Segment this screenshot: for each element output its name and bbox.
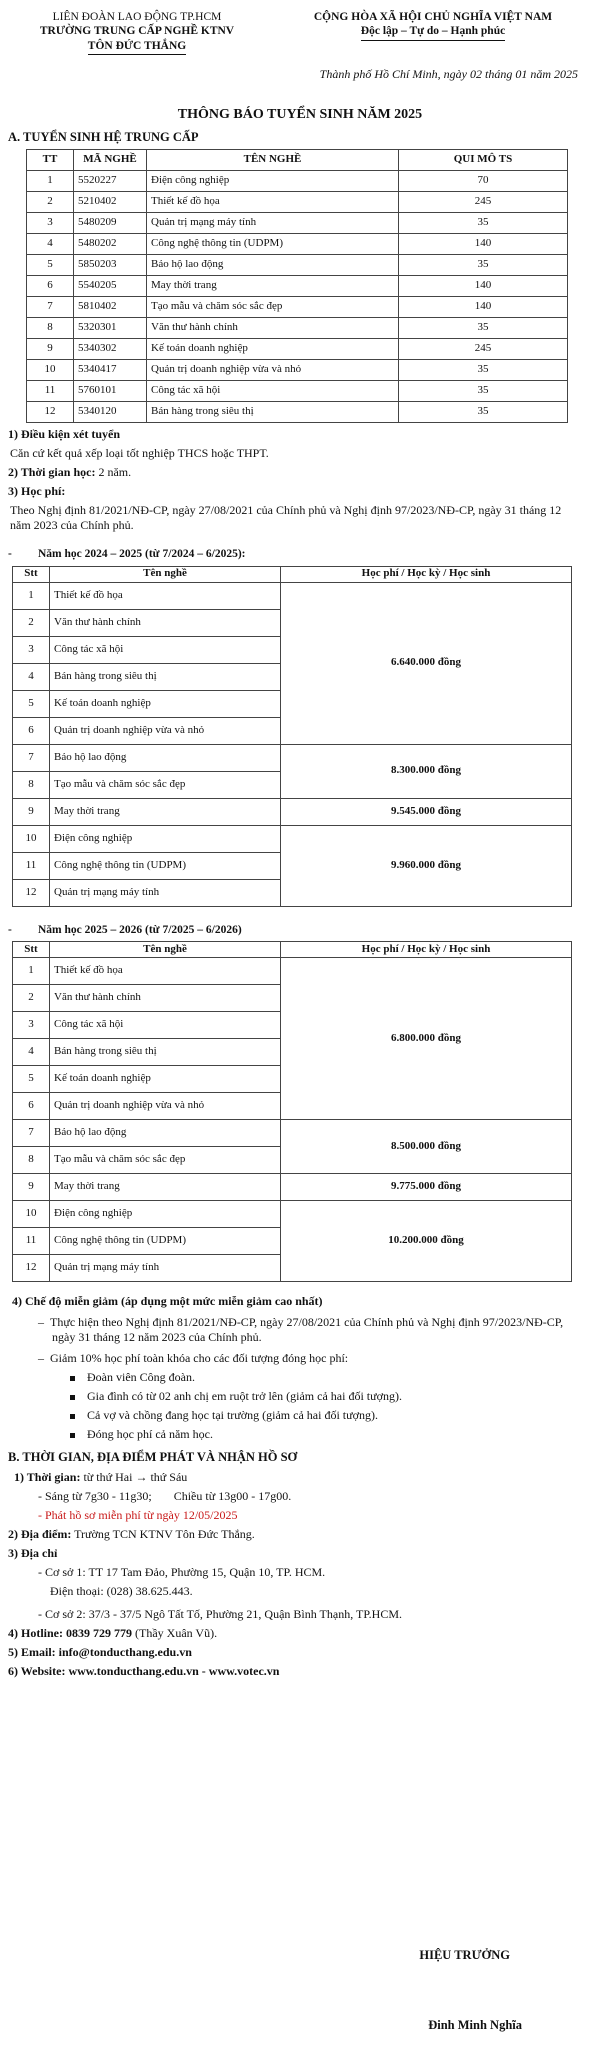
- email-line: 5) Email: info@tonducthang.edu.vn: [8, 1644, 192, 1659]
- cell-name: Bảo hộ lao động: [50, 744, 281, 771]
- cell-code: 5340120: [74, 402, 147, 423]
- cell-tt: 9: [27, 339, 74, 360]
- cell-name: Văn thư hành chính: [50, 609, 281, 636]
- cell-stt: 11: [13, 852, 50, 879]
- cell-stt: 3: [13, 1012, 50, 1039]
- campus-1: - Cơ sở 1: TT 17 Tam Đảo, Phường 15, Quận 10, TP. HCM.: [38, 1564, 326, 1579]
- cell-fee: 9.960.000 đồng: [281, 825, 572, 906]
- table-row: [27, 381, 568, 402]
- fee-table-body: [13, 958, 572, 1282]
- document-header: [0, 0, 600, 55]
- policy-item-2: – Giảm 10% học phí toàn khóa cho các đối tượng đóng học phí:: [38, 1351, 349, 1365]
- cell-name: Công nghệ thông tin (UDPM): [50, 1228, 281, 1255]
- col-code: MÃ NGHỀ: [74, 150, 147, 171]
- cell-name: Tạo mẫu và chăm sóc sắc đẹp: [50, 771, 281, 798]
- cell-stt: 2: [13, 609, 50, 636]
- address-heading: 3) Địa chỉ: [8, 1545, 58, 1560]
- policy-bullet: Gia đình có từ 02 anh chị em ruột trở lên (giảm cả hai đối tượng).: [70, 1389, 600, 1404]
- cell-stt: 6: [13, 1093, 50, 1120]
- hotline-line: 4) Hotline: 0839 729 779 (Thầy Xuân Vũ).: [8, 1625, 218, 1640]
- cell-fee: 6.640.000 đồng: [281, 582, 572, 744]
- condition-heading: 1) Điều kiện xét tuyển: [8, 427, 120, 442]
- fee-year-heading-1: - Năm học 2024 – 2025 (từ 7/2024 – 6/2025):: [8, 548, 246, 561]
- cell-stt: 7: [13, 744, 50, 771]
- cell-code: 5340417: [74, 360, 147, 381]
- cell-fee: 8.300.000 đồng: [281, 744, 572, 798]
- cell-tt: 6: [27, 276, 74, 297]
- cell-quota: 35: [399, 381, 568, 402]
- issuer-school-name: TÔN ĐỨC THẮNG: [88, 39, 186, 55]
- campus-1-phone: Điện thoại: (028) 38.625.443.: [50, 1583, 193, 1598]
- policy-bullet: Đoàn viên Công đoàn.: [70, 1370, 600, 1385]
- cell-name: May thời trang: [50, 798, 281, 825]
- cell-name: Công tác xã hội: [50, 636, 281, 663]
- cell-quota: 140: [399, 276, 568, 297]
- cell-code: 5520227: [74, 171, 147, 192]
- table-row: [27, 402, 568, 423]
- cell-code: 5480209: [74, 213, 147, 234]
- policy-item-1: – Thực hiện theo Nghị định 81/2021/NĐ-CP, ngày 27/08/2021 của Chính phủ và Nghị định 97/2023/NĐ-CP, ngày 31 tháng 12 năm 2023 của Chính phủ.: [38, 1315, 564, 1344]
- table-row: [13, 1174, 572, 1201]
- cell-name: Quản trị doanh nghiệp vừa và nhỏ: [50, 717, 281, 744]
- cell-name: Kế toán doanh nghiệp: [50, 690, 281, 717]
- campus-2: - Cơ sở 2: 37/3 - 37/5 Ngô Tất Tố, Phường 21, Quận Bình Thạnh, TP.HCM.: [38, 1606, 403, 1621]
- free-application-note: - Phát hồ sơ miễn phí từ ngày 12/05/2025: [38, 1507, 238, 1522]
- national-title: CỘNG HÒA XÃ HỘI CHỦ NGHĨA VIỆT NAM: [313, 11, 553, 23]
- cell-quota: 35: [399, 318, 568, 339]
- table-row: [13, 582, 572, 609]
- cell-code: 5320301: [74, 318, 147, 339]
- table-row: [27, 339, 568, 360]
- signature-name: Đinh Minh Nghĩa: [428, 2018, 522, 2032]
- table-row: [13, 798, 572, 825]
- cell-stt: 11: [13, 1228, 50, 1255]
- cell-tt: 10: [27, 360, 74, 381]
- cell-name: Bảo hộ lao động: [50, 1120, 281, 1147]
- table-header-row: Stt Tên nghề Học phí / Học kỳ / Học sinh: [13, 942, 572, 958]
- cell-quota: 140: [399, 234, 568, 255]
- fee-table-2024-2025: [12, 566, 572, 907]
- cell-quota: 140: [399, 297, 568, 318]
- website-line: 6) Website: www.tonducthang.edu.vn - www.votec.vn: [8, 1663, 280, 1678]
- col-name: TÊN NGHỀ: [147, 150, 399, 171]
- national-motto: Độc lập – Tự do – Hạnh phúc: [361, 24, 505, 40]
- cell-quota: 245: [399, 192, 568, 213]
- cell-stt: 7: [13, 1120, 50, 1147]
- cell-stt: 5: [13, 1066, 50, 1093]
- national-motto-block: [288, 10, 578, 55]
- policy-bullet: Cả vợ và chồng đang học tại trường (giảm cả hai đối tượng).: [70, 1408, 600, 1423]
- duration-label: 2) Thời gian học:: [8, 465, 96, 480]
- fee-table-2025-2026: [12, 941, 572, 1282]
- cell-tt: 3: [27, 213, 74, 234]
- cell-code: 5210402: [74, 192, 147, 213]
- cell-code: 5810402: [74, 297, 147, 318]
- cell-fee: 9.545.000 đồng: [281, 798, 572, 825]
- cell-stt: 4: [13, 1039, 50, 1066]
- square-bullet-icon: [70, 1433, 75, 1438]
- cell-tt: 7: [27, 297, 74, 318]
- cell-name: Văn thư hành chính: [147, 318, 399, 339]
- duration-value: 2 năm.: [95, 465, 132, 480]
- cell-name: May thời trang: [147, 276, 399, 297]
- cell-name: Công nghệ thông tin (UDPM): [147, 234, 399, 255]
- cell-stt: 1: [13, 582, 50, 609]
- document-date: Thành phố Hồ Chí Minh, ngày 02 tháng 01 năm 2025: [319, 67, 578, 82]
- col-tt: TT: [27, 150, 74, 171]
- fee-heading: 3) Học phí:: [8, 484, 66, 499]
- document-title: THÔNG BÁO TUYỂN SINH NĂM 2025: [177, 107, 423, 123]
- issuer-school: TRƯỜNG TRUNG CẤP NGHỀ KTNV: [39, 25, 235, 38]
- cell-fee: 9.775.000 đồng: [281, 1174, 572, 1201]
- section-b-heading: B. THỜI GIAN, ĐỊA ĐIỂM PHÁT VÀ NHẬN HỒ SƠ: [8, 1450, 298, 1464]
- cell-name: Quản trị doanh nghiệp vừa và nhỏ: [147, 360, 399, 381]
- cell-name: Thiết kế đồ họa: [50, 958, 281, 985]
- section-a-heading: A. TUYỂN SINH HỆ TRUNG CẤP: [8, 129, 199, 144]
- cell-name: Bảo hộ lao động: [147, 255, 399, 276]
- cell-tt: 2: [27, 192, 74, 213]
- cell-tt: 1: [27, 171, 74, 192]
- cell-name: Quản trị mạng máy tính: [50, 879, 281, 906]
- cell-stt: 10: [13, 1201, 50, 1228]
- cell-name: Bán hàng trong siêu thị: [147, 402, 399, 423]
- cell-tt: 5: [27, 255, 74, 276]
- cell-stt: 2: [13, 985, 50, 1012]
- cell-stt: 8: [13, 771, 50, 798]
- table-row: [13, 1120, 572, 1147]
- cell-stt: 6: [13, 717, 50, 744]
- table-row: [13, 1201, 572, 1228]
- cell-quota: 35: [399, 402, 568, 423]
- enrollment-table: [26, 149, 568, 423]
- cell-name: Điện công nghiệp: [50, 825, 281, 852]
- place-line: 2) Địa điểm: Trường TCN KTNV Tôn Đức Thắng.: [8, 1526, 255, 1541]
- cell-stt: 9: [13, 798, 50, 825]
- cell-name: Công nghệ thông tin (UDPM): [50, 852, 281, 879]
- cell-name: Tạo mẫu và chăm sóc sắc đẹp: [147, 297, 399, 318]
- issuer-parent: LIÊN ĐOÀN LAO ĐỘNG TP.HCM: [52, 11, 222, 23]
- cell-fee: 6.800.000 đồng: [281, 958, 572, 1120]
- table-row: [27, 234, 568, 255]
- table-row: [27, 255, 568, 276]
- cell-quota: 35: [399, 360, 568, 381]
- table-row: [27, 318, 568, 339]
- cell-stt: 12: [13, 1255, 50, 1282]
- fee-table-body: [13, 582, 572, 906]
- table-row: [27, 192, 568, 213]
- cell-name: Thiết kế đồ họa: [147, 192, 399, 213]
- table-row: [27, 213, 568, 234]
- cell-code: 5760101: [74, 381, 147, 402]
- cell-name: Điện công nghiệp: [147, 171, 399, 192]
- cell-stt: 12: [13, 879, 50, 906]
- cell-stt: 3: [13, 636, 50, 663]
- cell-code: 5340302: [74, 339, 147, 360]
- policy-bullet: Đóng học phí cả năm học.: [70, 1427, 600, 1442]
- cell-quota: 245: [399, 339, 568, 360]
- cell-tt: 11: [27, 381, 74, 402]
- cell-quota: 35: [399, 255, 568, 276]
- cell-name: Quản trị doanh nghiệp vừa và nhỏ: [50, 1093, 281, 1120]
- square-bullet-icon: [70, 1395, 75, 1400]
- table-row: [27, 360, 568, 381]
- fee-text: Theo Nghị định 81/2021/NĐ-CP, ngày 27/08/2021 của Chính phủ và Nghị định 97/2023/NĐ-CP, ngày 31 tháng 12 năm 2023 của Chính phủ.: [10, 503, 562, 533]
- cell-name: Quản trị mạng máy tính: [147, 213, 399, 234]
- cell-stt: 1: [13, 958, 50, 985]
- cell-tt: 8: [27, 318, 74, 339]
- cell-name: Công tác xã hội: [50, 1012, 281, 1039]
- cell-code: 5540205: [74, 276, 147, 297]
- signature-title: HIỆU TRƯỞNG: [419, 1948, 510, 1962]
- cell-quota: 70: [399, 171, 568, 192]
- cell-stt: 4: [13, 663, 50, 690]
- cell-code: 5850203: [74, 255, 147, 276]
- cell-name: Kế toán doanh nghiệp: [147, 339, 399, 360]
- table-row: [27, 171, 568, 192]
- issuer-block: [22, 10, 252, 55]
- duration-line: [8, 465, 600, 480]
- square-bullet-icon: [70, 1376, 75, 1381]
- cell-name: May thời trang: [50, 1174, 281, 1201]
- cell-fee: 10.200.000 đồng: [281, 1201, 572, 1282]
- cell-stt: 10: [13, 825, 50, 852]
- cell-stt: 9: [13, 1174, 50, 1201]
- cell-name: Điện công nghiệp: [50, 1201, 281, 1228]
- square-bullet-icon: [70, 1414, 75, 1419]
- cell-stt: 8: [13, 1147, 50, 1174]
- cell-name: Kế toán doanh nghiệp: [50, 1066, 281, 1093]
- fee-year-heading-2: - Năm học 2025 – 2026 (từ 7/2025 – 6/2026): [8, 923, 242, 936]
- cell-name: Văn thư hành chính: [50, 985, 281, 1012]
- table-header-row: Stt Tên nghề Học phí / Học kỳ / Học sinh: [13, 566, 572, 582]
- condition-text: Căn cứ kết quả xếp loại tốt nghiệp THCS hoặc THPT.: [10, 446, 269, 461]
- cell-quota: 35: [399, 213, 568, 234]
- cell-name: Bán hàng trong siêu thị: [50, 1039, 281, 1066]
- cell-stt: 5: [13, 690, 50, 717]
- cell-fee: 8.500.000 đồng: [281, 1120, 572, 1174]
- table-row: [13, 744, 572, 771]
- cell-tt: 12: [27, 402, 74, 423]
- table-row: [13, 958, 572, 985]
- cell-name: Quản trị mạng máy tính: [50, 1255, 281, 1282]
- table-row: [13, 825, 572, 852]
- cell-name: Thiết kế đồ họa: [50, 582, 281, 609]
- cell-code: 5480202: [74, 234, 147, 255]
- col-quota: QUI MÔ TS: [399, 150, 568, 171]
- cell-name: Tạo mẫu và chăm sóc sắc đẹp: [50, 1147, 281, 1174]
- time-line: 1) Thời gian: từ thứ Hai → thứ Sáu: [14, 1469, 188, 1484]
- cell-name: Công tác xã hội: [147, 381, 399, 402]
- enrollment-table-body: [27, 171, 568, 423]
- policy-heading: 4) Chế độ miễn giảm (áp dụng một mức miễn giảm cao nhất): [12, 1294, 323, 1308]
- table-header-row: [27, 150, 568, 171]
- cell-name: Bán hàng trong siêu thị: [50, 663, 281, 690]
- cell-tt: 4: [27, 234, 74, 255]
- hours-line: - Sáng từ 7g30 - 11g30; Chiều từ 13g00 - 17g00.: [38, 1488, 292, 1503]
- table-row: [27, 297, 568, 318]
- table-row: [27, 276, 568, 297]
